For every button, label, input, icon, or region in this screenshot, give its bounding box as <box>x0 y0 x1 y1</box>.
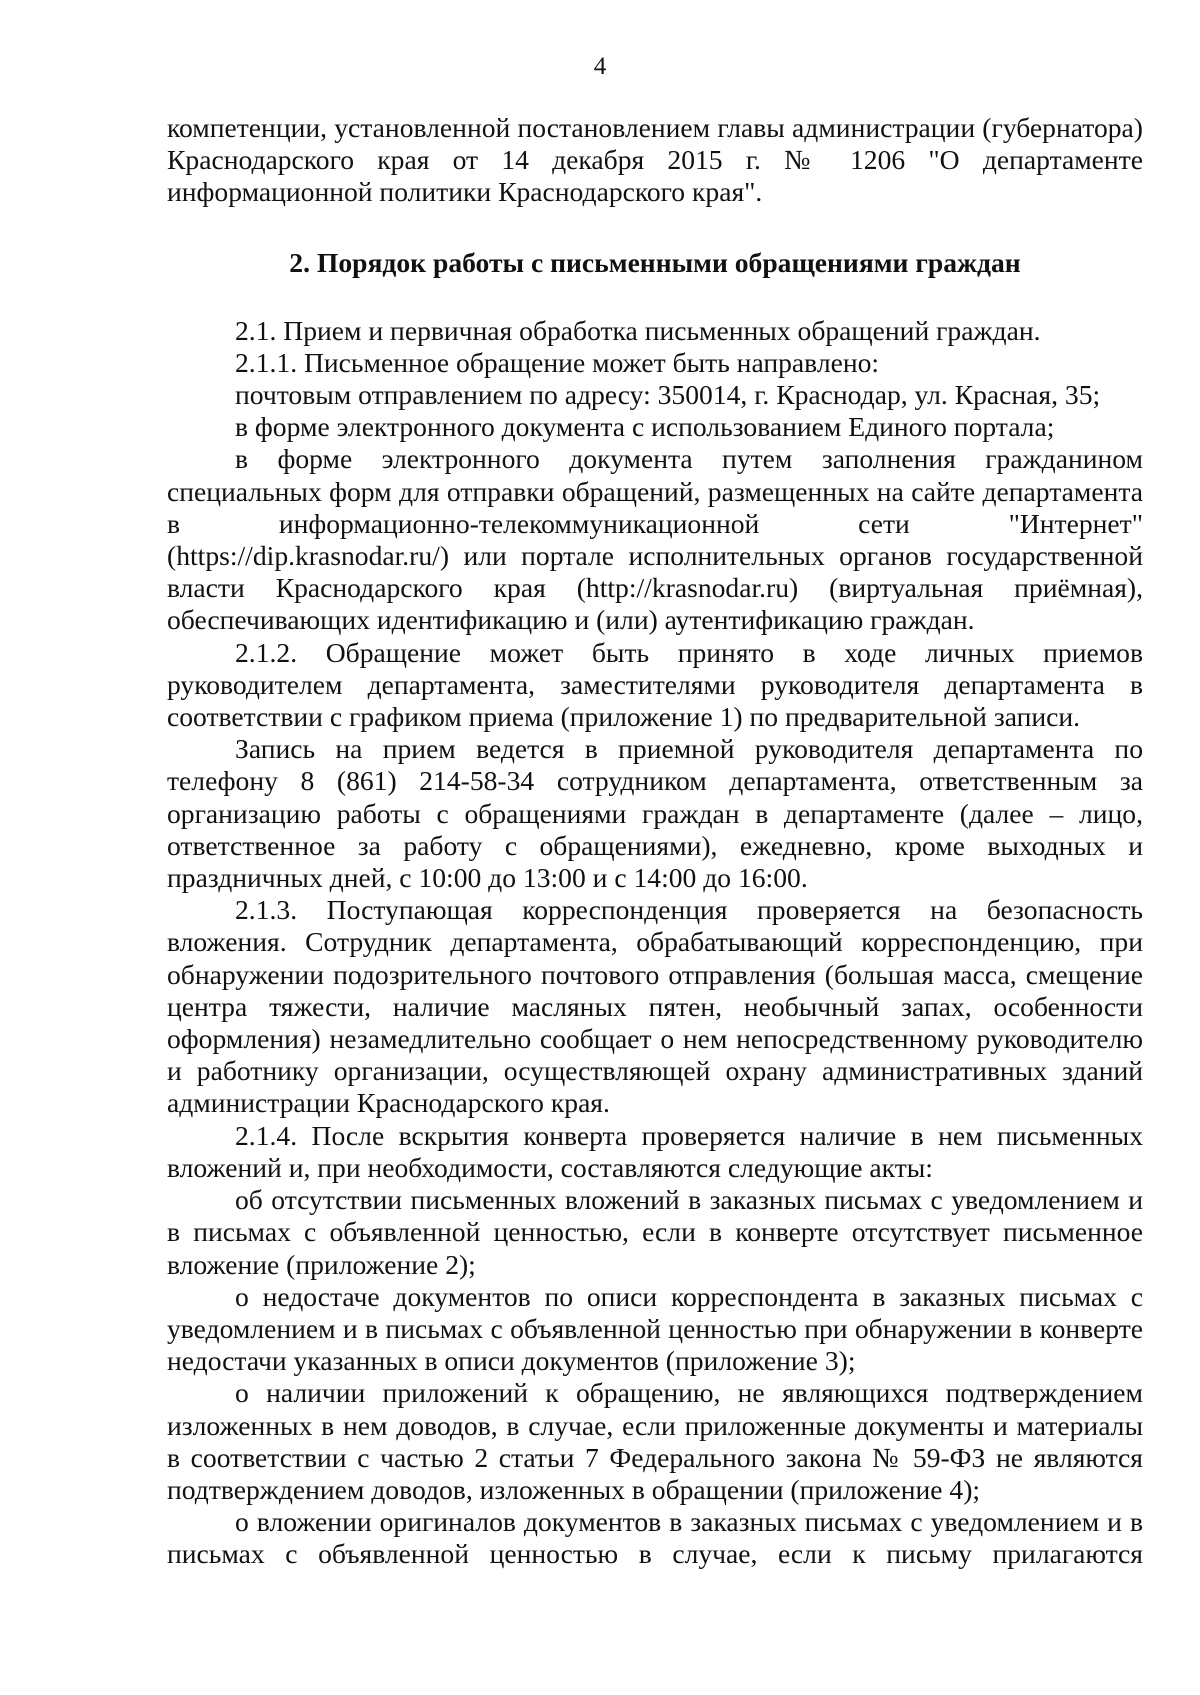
section-title: 2. Порядок работы с письменными обращениями граждан <box>289 246 1021 278</box>
page-number: 4 <box>593 53 607 80</box>
paragraph-web-forms: в форме электронного документа путем заполнения гражданином специальных форм для отправки обращений, размещенных на сайте департамента в информационно-телекоммуникационной сети "Интернет" (https://dip.krasnodar.ru/) или портале исполнительных органов государственной власти Краснодарского края (http://krasnodar.ru) (виртуальная приёмная), обеспечивающих идентификацию и (или) аутентификацию граждан. <box>167 443 1143 636</box>
document-body <box>167 112 1143 1571</box>
paragraph-act-shortage: о недостаче документов по описи корреспондента в заказных письмах с уведомлением и в письмах с объявленной ценностью при обнаружении в конверте недостачи указанных в описи документов (приложение 3); <box>167 1280 1143 1377</box>
paragraph-2-1-2: 2.1.2. Обращение может быть принято в ходе личных приемов руководителем департамента, заместителями руководителя департамента в соответствии с графиком приема (приложение 1) по предварительной записи. <box>167 636 1143 733</box>
paragraph-act-originals: о вложении оригиналов документов в заказных письмах с уведомлением и в письмах с объявленной ценностью в случае, если к письму прилагаются <box>167 1506 1143 1570</box>
paragraph-act-absence: об отсутствии письменных вложений в заказных письмах с уведомлением и в письмах с объявленной ценностью, если в конверте отсутствует письменное вложение (приложение 2); <box>167 1184 1143 1280</box>
paragraph-postal: почтовым отправлением по адресу: 350014, г. Краснодар, ул. Красная, 35; <box>235 379 1101 411</box>
paragraph-unified-portal: в форме электронного документа с использованием Единого портала; <box>235 411 1055 443</box>
paragraph-2-1-1: 2.1.1. Письменное обращение может быть направлено: <box>235 346 880 378</box>
intro-paragraph: компетенции, установленной постановлением главы администрации (губернатора) Краснодарского края от 14 декабря 2015 г. № 1206 "О департаменте информационной политики Краснодарского края". <box>167 112 1143 208</box>
paragraph-act-attachments: о наличии приложений к обращению, не являющихся подтверждением изложенных в нем доводов, в случае, если приложенные документы и материалы в соответствии с частью 2 статьи 7 Федерального закона № 59-ФЗ не являются подтверждением доводов, изложенных в обращении (приложение 4); <box>167 1377 1143 1505</box>
paragraph-2-1-4: 2.1.4. После вскрытия конверта проверяется наличие в нем письменных вложений и, при необходимости, составляются следующие акты: <box>167 1119 1143 1183</box>
paragraph-appointment: Запись на прием ведется в приемной руководителя департамента по телефону 8 (861) 214-58-34 сотрудником департамента, ответственным за организацию работы с обращениями граждан в департаменте (далее – лицо, ответственное за работу с обращениями), ежедневно, кроме выходных и праздничных дней, с 10:00 до 13:00 и с 14:00 до 16:00. <box>167 733 1143 894</box>
paragraph-2-1-3: 2.1.3. Поступающая корреспонденция проверяется на безопасность вложения. Сотрудник департамента, обрабатывающий корреспонденцию, при обнаружении подозрительного почтового отправления (большая масса, смещение центра тяжести, наличие масляных пятен, необычный запах, особенности оформления) незамедлительно сообщает о нем непосредственному руководителю и работнику организации, осуществляющей охрану административных зданий администрации Краснодарского края. <box>167 894 1143 1119</box>
paragraph-2-1: 2.1. Прием и первичная обработка письменных обращений граждан. <box>235 314 1041 346</box>
